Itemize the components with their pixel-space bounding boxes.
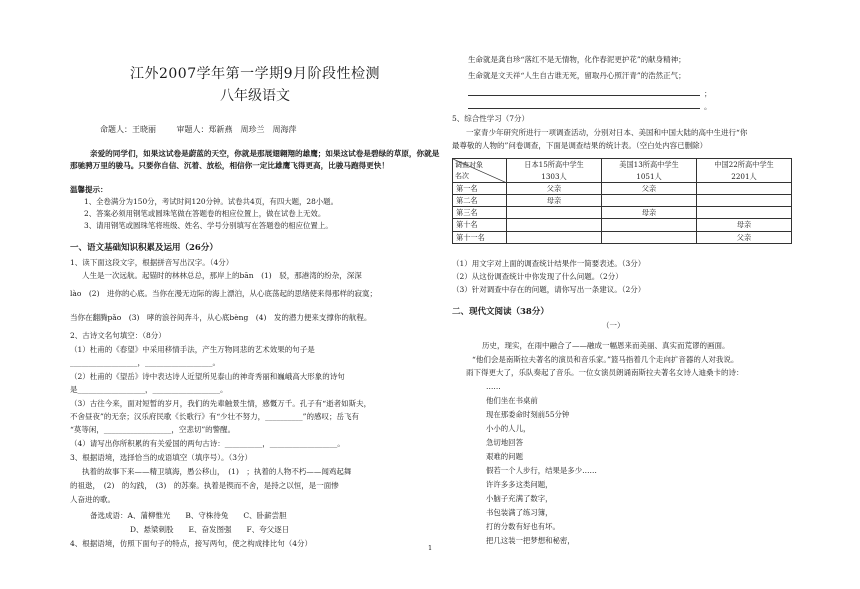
poem-line: 打的分数有好也有坏。: [486, 522, 560, 531]
semicolon: 。: [704, 102, 712, 111]
q2-line: __________________，__________________。: [70, 358, 220, 367]
question-4: 4、根据语境，仿照下面句子的特点，接写两句，使之构成排比句（4分）: [70, 539, 313, 548]
q2-line: （2）杜甫的《望岳》诗中表达诗人近望所见泰山的神奇秀丽和巍峨高大形象的诗句: [70, 372, 345, 381]
poem-line: 小小的人儿，: [486, 424, 531, 433]
q2-line: “莫等闲，__________________，空悲切”的警醒。: [70, 425, 236, 434]
table-cell: 父亲: [602, 183, 697, 195]
reading-paragraph: 历史，现实，在雨中融合了——融成一幅恩来而美丽、真实而荒谬的画面。: [482, 341, 730, 350]
table-cell: 母亲: [507, 195, 602, 207]
survey-table: [452, 158, 792, 244]
note-item: 2、答案必须用钢笔或圆珠笔做在答题卷的相应位置上，做在试卷上无效。: [84, 209, 326, 218]
q5-intro: 一家青少年研究所进行一项调查活动，分别对日本、美国和中国大陆的高中生进行“你: [466, 128, 748, 137]
table-cell: 母亲: [697, 219, 792, 231]
poem-line: 书包装满了练习簿，: [486, 508, 553, 517]
table-col-header: [697, 159, 792, 183]
rank-cell: 第三名: [453, 207, 507, 219]
rank-cell: 第十一名: [453, 231, 507, 243]
table-row: [453, 231, 792, 243]
table-row: [453, 183, 792, 195]
col-header-line: 美国13所高中学生: [619, 160, 679, 170]
table-corner-cell: [453, 159, 507, 183]
table-cell: 父亲: [507, 183, 602, 195]
part-label: （一）: [602, 321, 625, 330]
table-cell: [602, 231, 697, 243]
q3-line: 执着的故事下来——精卫填海，愚公移山， (1) ；执着的人物不朽——闻鸡起舞: [82, 467, 352, 476]
reading-paragraph: 雨下得更大了，乐队奏起了音乐。一位女演员朗诵南斯拉夫著名女诗人迪桑卡的诗：: [466, 368, 744, 377]
table-cell: [602, 219, 697, 231]
poem-line: 小脑子充满了数字，: [486, 494, 553, 503]
ellipsis: ……: [486, 382, 501, 391]
table-row: [453, 219, 792, 231]
reviewers-label: 审题人：郑新燕 周珍兰 周海萍: [176, 125, 297, 134]
col-header-line: 1051人: [636, 171, 662, 181]
q2-line: （4）请写出你所积累的有关爱国的两句古诗：__________，__________________。: [70, 439, 345, 448]
table-cell: [507, 231, 602, 243]
notes-heading: 温馨提示：: [70, 185, 108, 194]
question-1: 1、读下面这段文字，根据拼音写出汉字。（4分）: [70, 258, 234, 267]
section1-heading: 一、语文基础知识积累及运用（26分）: [70, 243, 218, 253]
q3-line: 人奋进的歌。: [70, 495, 115, 504]
question-5: 5、综合性学习（7分）: [452, 114, 530, 123]
col-header-line: 1303人: [541, 171, 567, 181]
note-item: 3、请用钢笔或圆珠笔将班级、姓名、学号分别填写在答题卷的相应位置上。: [84, 221, 333, 230]
question-3: 3、根据语境，选择恰当的成语填空（填序号）。（3分）: [70, 453, 253, 462]
life-sentence: 生命就是龚自珍“落红不是无情物，化作春泥更护花”的献身精神；: [468, 55, 686, 64]
q5-sub: （1）用文字对上面的调查统计结果作一简要表述。（3分）: [452, 259, 646, 268]
poem-line: 把几这装一把梦想和秘密，: [486, 536, 575, 545]
table-col-header: [602, 159, 697, 183]
table-cell: [507, 219, 602, 231]
q5-sub: （2）从这份调查统计中你发现了什么问题。（2分）: [452, 272, 623, 281]
q3-options: D、悬梁刺股 E、奋发图强 F、夸父逐日: [130, 525, 290, 534]
col-header-line: 中国22所高中学生: [714, 160, 774, 170]
q5-sub: （3）针对调查中存在的问题，请你写出一条建议。（2分）: [452, 285, 646, 294]
poem-line: 许许多多这类问题，: [486, 480, 553, 489]
rank-cell: 第一名: [453, 183, 507, 195]
q3-options: 备选成语：A、蒲柳惟光 B、守株待兔 C、卧薪尝胆: [90, 511, 287, 520]
q2-line: 不舍昼夜”的无奈；汉乐府民歌《长歌行》有“少壮不努力，__________”的感叹；岳飞有: [70, 412, 360, 421]
reading-paragraph: “他们会是南斯拉夫著名的演员和音乐家。”篮马指着几个走向扩音器的人对我说。: [472, 355, 739, 364]
note-item: 1、全卷满分为150分，考试时间120分钟。试卷共4页，有四大题，28小题。: [84, 197, 338, 206]
q5-intro: 最尊敬的人物的”问卷调查，下面是调查结果的统计表。（空白处内容已删除）: [452, 141, 708, 150]
answer-line: [468, 108, 700, 109]
table-row: [453, 207, 792, 219]
q2-line: 是__________________，__________________。: [70, 385, 228, 394]
col-header-line: 日本15所高中学生: [524, 160, 584, 170]
table-col-header: [507, 159, 602, 183]
question-2: 2、古诗文名句填空：（8分）: [70, 331, 166, 340]
rank-cell: 第十名: [453, 219, 507, 231]
page-number: 1: [428, 544, 433, 552]
table-cell: [697, 207, 792, 219]
semicolon: ；: [704, 89, 712, 98]
corner-top-label: 调查对象: [455, 161, 483, 169]
q2-line: （3）古往今来，面对短暂的岁月，我们的先辈触景生情，感慨万千。孔子有“逝者如斯夫，: [70, 399, 372, 408]
q1-line: lào (2) 进你的心底。当你在漫无边际的海上漂泊，从心底荡起的思绪使来得那样的寂寞；: [70, 289, 378, 298]
poem-line: 现在那委命时刻前55分钟: [486, 410, 570, 419]
corner-bottom-label: 名次: [455, 172, 469, 180]
table-cell: [697, 183, 792, 195]
poem-line: 艰难的问题: [486, 452, 523, 461]
q2-line: （1）杜甫的《春望》中采用移情手法，产生万物同悲的艺术效果的句子是: [70, 345, 315, 354]
rank-cell: 第二名: [453, 195, 507, 207]
poem-line: 急切地回答: [486, 438, 523, 447]
col-header-line: 2201人: [731, 171, 757, 181]
q3-line: 的祖逖， (2) 的勾践， (3) 的苏秦。执着是锲而不舍，是持之以恒，是一面惨: [70, 481, 339, 490]
answer-line: [468, 95, 700, 96]
exam-subject: 八年级语文: [220, 88, 290, 104]
table-cell: [697, 195, 792, 207]
author-label: 命题人：王晓丽: [100, 125, 156, 134]
poem-line: 假若一个人步行，结果是多少……: [486, 466, 597, 475]
q1-line: 当你在翻腾pǎo (3) 哮的浪谷间奔斗，从心底bèng (4) 发的潜力便来支撑你的航程。: [70, 313, 372, 322]
authors-line: [100, 124, 315, 136]
table-cell: 母亲: [602, 207, 697, 219]
section2-heading: 二、现代文阅读（38分）: [452, 307, 549, 317]
table-header-row: [453, 159, 792, 183]
table-cell: [602, 195, 697, 207]
poem-line: 他们坐在书桌前: [486, 396, 538, 405]
greeting-paragraph: 亲爱的同学们，如果这试卷是蔚蓝的天空，你就是那展翅翱翔的雄鹰；如果这试卷是碧绿的草原，你就是那驰骋万里的骏马。只要你自信、沉着、放松，相信你一定比雄鹰飞得更高，比骏马跑得更快！: [70, 149, 440, 170]
exam-title: 江外2007学年第一学期9月阶段性检测: [129, 66, 381, 82]
table-cell: 父亲: [697, 231, 792, 243]
life-sentence: 生命就是文天祥“人生自古谁无死，留取丹心照汗青”的浩然正气；: [468, 71, 686, 80]
table-cell: [507, 207, 602, 219]
table-row: [453, 195, 792, 207]
q1-line: 人生是一次远航。起锚时的林林总总，那岸上的bān (1) 驳，那港湾的纷杂，深深: [82, 271, 362, 280]
